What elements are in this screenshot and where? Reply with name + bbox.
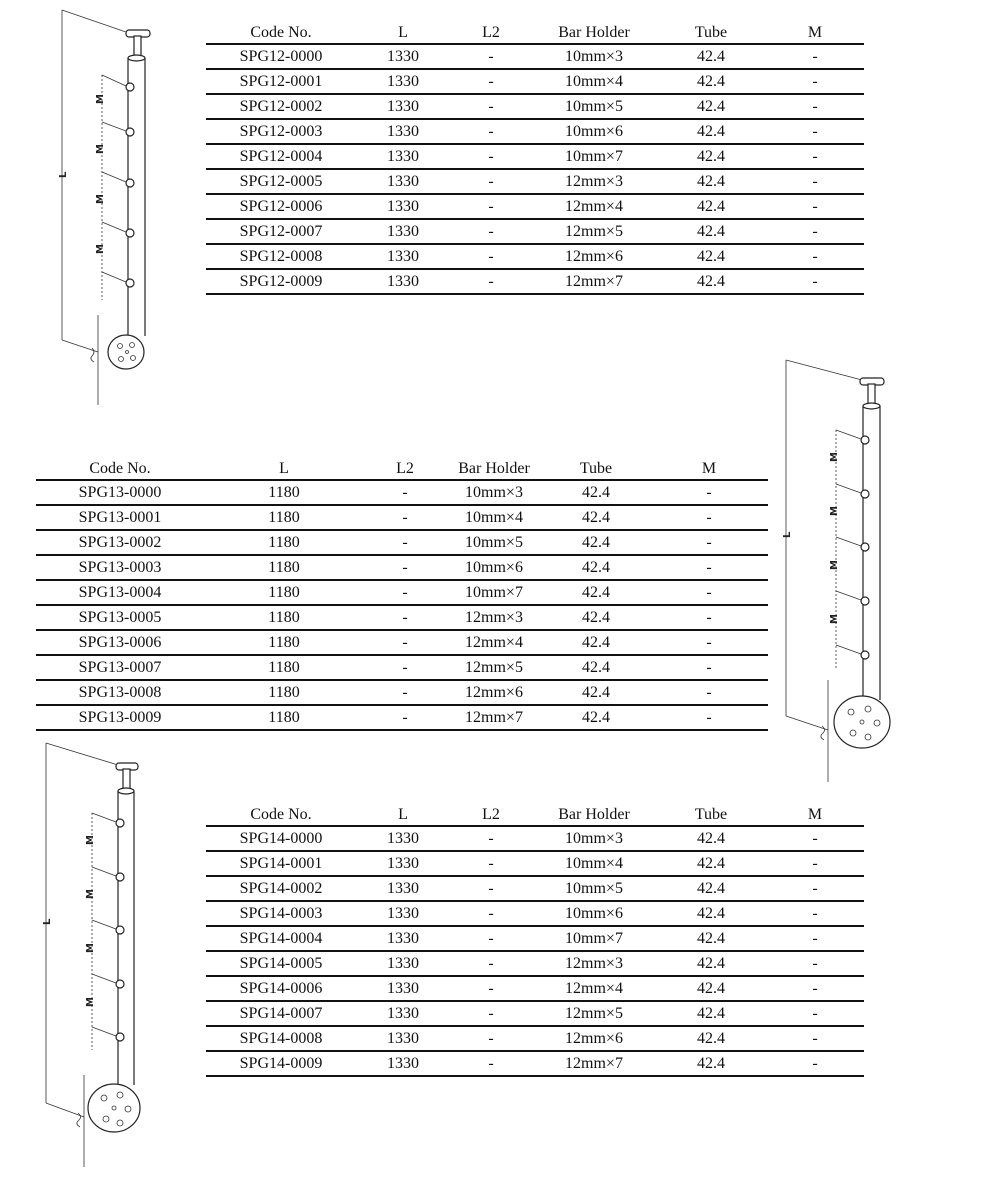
spec-table-spg13 — [36, 455, 768, 731]
table-cell: 10mm×4 — [446, 505, 542, 530]
table-cell: SPG14-0009 — [206, 1051, 356, 1076]
table-cell: 42.4 — [542, 705, 650, 730]
table-cell: 10mm×3 — [446, 480, 542, 505]
table-row — [206, 244, 864, 269]
table-row — [206, 1026, 864, 1051]
table-cell: 1330 — [356, 194, 450, 219]
table-cell: 42.4 — [656, 44, 766, 69]
table-cell: - — [450, 269, 532, 294]
spec-table-spg14 — [206, 801, 864, 1077]
table-cell: - — [364, 655, 446, 680]
post-drawing-spg12 — [0, 0, 200, 410]
spacing-label: M — [85, 889, 96, 899]
table-cell: - — [364, 530, 446, 555]
table-cell: 1180 — [204, 605, 364, 630]
table-cell: - — [650, 480, 768, 505]
table-cell: 1330 — [356, 244, 450, 269]
table-cell: - — [450, 926, 532, 951]
table-row — [206, 44, 864, 69]
table-section-spg14 — [206, 801, 864, 1077]
table-cell: SPG14-0000 — [206, 826, 356, 851]
table-cell: 42.4 — [656, 194, 766, 219]
post-drawing-spg14 — [0, 735, 200, 1175]
spacing-label: M — [85, 835, 96, 845]
table-cell: 12mm×4 — [532, 194, 656, 219]
table-cell: 12mm×6 — [446, 680, 542, 705]
table-cell: - — [766, 1051, 864, 1076]
table-row — [36, 680, 768, 705]
table-cell: - — [650, 505, 768, 530]
table-cell: - — [450, 144, 532, 169]
table-cell: 1180 — [204, 555, 364, 580]
column-header: L — [356, 19, 450, 44]
table-row — [206, 69, 864, 94]
spacing-label: M — [829, 614, 840, 624]
table-cell: 42.4 — [542, 480, 650, 505]
table-cell: 12mm×3 — [532, 951, 656, 976]
table-cell: SPG13-0005 — [36, 605, 204, 630]
table-cell: 1330 — [356, 44, 450, 69]
column-header: Code No. — [206, 801, 356, 826]
table-cell: - — [650, 705, 768, 730]
table-cell: 42.4 — [656, 1001, 766, 1026]
table-cell: 10mm×5 — [532, 876, 656, 901]
table-row — [206, 876, 864, 901]
column-header: L — [204, 455, 364, 480]
table-cell: SPG13-0000 — [36, 480, 204, 505]
table-cell: - — [766, 926, 864, 951]
table-cell: - — [450, 1001, 532, 1026]
table-cell: - — [766, 876, 864, 901]
table-cell: 42.4 — [656, 269, 766, 294]
table-cell: - — [650, 655, 768, 680]
table-cell: - — [650, 680, 768, 705]
spacing-label: M — [95, 194, 106, 204]
table-cell: - — [450, 1026, 532, 1051]
table-cell: 12mm×6 — [532, 1026, 656, 1051]
table-cell: - — [450, 219, 532, 244]
table-cell: 12mm×7 — [532, 269, 656, 294]
table-cell: 12mm×5 — [532, 219, 656, 244]
table-cell: 1330 — [356, 876, 450, 901]
table-cell: - — [450, 94, 532, 119]
table-cell: - — [766, 144, 864, 169]
table-cell: SPG14-0002 — [206, 876, 356, 901]
table-row — [206, 119, 864, 144]
table-cell: - — [364, 705, 446, 730]
table-cell: 42.4 — [656, 826, 766, 851]
table-cell: SPG13-0004 — [36, 580, 204, 605]
table-cell: 1330 — [356, 1026, 450, 1051]
table-cell: - — [650, 630, 768, 655]
table-cell: 10mm×3 — [532, 826, 656, 851]
table-row — [206, 94, 864, 119]
table-cell: 42.4 — [656, 119, 766, 144]
table-cell: 1330 — [356, 94, 450, 119]
table-row — [36, 555, 768, 580]
table-cell: 42.4 — [656, 144, 766, 169]
table-cell: SPG12-0006 — [206, 194, 356, 219]
table-cell: 1330 — [356, 169, 450, 194]
table-cell: 1330 — [356, 826, 450, 851]
table-cell: 10mm×4 — [532, 851, 656, 876]
table-row — [206, 901, 864, 926]
table-cell: 42.4 — [656, 851, 766, 876]
table-cell: SPG12-0001 — [206, 69, 356, 94]
header-row — [36, 455, 768, 480]
table-cell: SPG13-0007 — [36, 655, 204, 680]
table-cell: - — [766, 976, 864, 1001]
table-cell: - — [766, 851, 864, 876]
table-cell: - — [766, 169, 864, 194]
table-row — [206, 826, 864, 851]
table-cell: - — [450, 951, 532, 976]
spacing-label: M — [829, 452, 840, 462]
column-header: M — [766, 801, 864, 826]
table-cell: - — [450, 876, 532, 901]
table-cell: 10mm×6 — [532, 119, 656, 144]
table-row — [36, 480, 768, 505]
table-cell: 10mm×7 — [532, 144, 656, 169]
table-cell: 10mm×4 — [532, 69, 656, 94]
table-cell: - — [766, 901, 864, 926]
table-cell: - — [364, 630, 446, 655]
table-cell: SPG12-0000 — [206, 44, 356, 69]
table-cell: - — [766, 244, 864, 269]
column-header: Bar Holder — [446, 455, 542, 480]
table-cell: - — [364, 605, 446, 630]
table-cell: 42.4 — [542, 580, 650, 605]
column-header: M — [766, 19, 864, 44]
table-cell: SPG13-0006 — [36, 630, 204, 655]
table-cell: 1180 — [204, 480, 364, 505]
table-row — [206, 194, 864, 219]
table-cell: - — [450, 244, 532, 269]
table-cell: 10mm×7 — [532, 926, 656, 951]
table-cell: 1330 — [356, 926, 450, 951]
table-cell: 1330 — [356, 269, 450, 294]
table-cell: - — [650, 530, 768, 555]
table-cell: SPG13-0002 — [36, 530, 204, 555]
table-cell: - — [364, 505, 446, 530]
table-cell: 1180 — [204, 580, 364, 605]
table-cell: 10mm×5 — [446, 530, 542, 555]
table-cell: - — [450, 44, 532, 69]
table-cell: 10mm×6 — [532, 901, 656, 926]
table-cell: 1180 — [204, 655, 364, 680]
table-cell: - — [766, 219, 864, 244]
table-cell: SPG14-0007 — [206, 1001, 356, 1026]
table-cell: SPG12-0004 — [206, 144, 356, 169]
table-cell: 42.4 — [656, 1026, 766, 1051]
table-cell: 42.4 — [656, 94, 766, 119]
column-header: Code No. — [36, 455, 204, 480]
table-row — [206, 1001, 864, 1026]
table-cell: SPG14-0004 — [206, 926, 356, 951]
column-header: Tube — [656, 801, 766, 826]
table-cell: - — [364, 555, 446, 580]
table-row — [206, 1051, 864, 1076]
table-cell: SPG14-0005 — [206, 951, 356, 976]
spacing-label: M — [85, 943, 96, 953]
table-cell: SPG13-0003 — [36, 555, 204, 580]
header-row — [206, 19, 864, 44]
table-cell: 1180 — [204, 505, 364, 530]
table-cell: - — [450, 169, 532, 194]
table-cell: - — [766, 94, 864, 119]
table-cell: - — [650, 580, 768, 605]
table-cell: SPG13-0009 — [36, 705, 204, 730]
table-cell: - — [450, 976, 532, 1001]
table-cell: - — [450, 1051, 532, 1076]
table-cell: 12mm×3 — [446, 605, 542, 630]
length-label: L — [782, 531, 793, 538]
table-cell: SPG13-0001 — [36, 505, 204, 530]
table-cell: 1330 — [356, 851, 450, 876]
table-cell: 42.4 — [542, 655, 650, 680]
table-cell: 1330 — [356, 951, 450, 976]
column-header: L2 — [450, 19, 532, 44]
table-cell: - — [766, 1026, 864, 1051]
table-cell: 12mm×6 — [532, 244, 656, 269]
table-cell: SPG12-0002 — [206, 94, 356, 119]
length-label: L — [42, 918, 53, 925]
table-cell: 1330 — [356, 1001, 450, 1026]
table-row — [36, 530, 768, 555]
post-drawing-spg13 — [760, 350, 1006, 790]
table-cell: 42.4 — [656, 876, 766, 901]
table-cell: 42.4 — [656, 1051, 766, 1076]
table-cell: 1180 — [204, 705, 364, 730]
table-cell: - — [450, 69, 532, 94]
table-cell: 42.4 — [542, 555, 650, 580]
table-cell: - — [766, 269, 864, 294]
table-cell: 12mm×7 — [532, 1051, 656, 1076]
table-cell: 1330 — [356, 144, 450, 169]
table-cell: 1330 — [356, 976, 450, 1001]
table-cell: - — [766, 119, 864, 144]
table-cell: - — [364, 580, 446, 605]
table-cell: 12mm×7 — [446, 705, 542, 730]
table-cell: 42.4 — [656, 69, 766, 94]
table-section-spg13 — [36, 455, 768, 731]
column-header: M — [650, 455, 768, 480]
table-cell: 42.4 — [656, 244, 766, 269]
table-row — [206, 169, 864, 194]
spacing-label: M — [95, 144, 106, 154]
table-cell: 1180 — [204, 530, 364, 555]
table-cell: SPG12-0003 — [206, 119, 356, 144]
table-cell: - — [650, 605, 768, 630]
table-row — [206, 976, 864, 1001]
table-row — [206, 269, 864, 294]
table-cell: 12mm×5 — [532, 1001, 656, 1026]
table-cell: - — [650, 555, 768, 580]
table-cell: 42.4 — [656, 219, 766, 244]
table-cell: - — [364, 480, 446, 505]
table-row — [206, 926, 864, 951]
column-header: Tube — [656, 19, 766, 44]
table-cell: 1330 — [356, 901, 450, 926]
table-cell: - — [450, 826, 532, 851]
table-cell: 42.4 — [656, 169, 766, 194]
table-cell: 1180 — [204, 630, 364, 655]
table-cell: - — [766, 69, 864, 94]
table-cell: 42.4 — [542, 605, 650, 630]
table-row — [206, 851, 864, 876]
table-cell: - — [766, 951, 864, 976]
spacing-label: M — [95, 94, 106, 104]
length-label: L — [58, 171, 69, 178]
table-row — [206, 144, 864, 169]
table-cell: 1330 — [356, 1051, 450, 1076]
table-row — [36, 505, 768, 530]
table-cell: 12mm×4 — [446, 630, 542, 655]
table-cell: SPG12-0008 — [206, 244, 356, 269]
table-cell: SPG14-0006 — [206, 976, 356, 1001]
column-header: Code No. — [206, 19, 356, 44]
spacing-label: M — [95, 244, 106, 254]
table-cell: SPG14-0001 — [206, 851, 356, 876]
table-cell: 12mm×5 — [446, 655, 542, 680]
table-cell: SPG12-0009 — [206, 269, 356, 294]
table-cell: 1180 — [204, 680, 364, 705]
table-cell: 42.4 — [656, 926, 766, 951]
table-cell: - — [766, 194, 864, 219]
spec-table-spg12 — [206, 19, 864, 295]
table-cell: 10mm×5 — [532, 94, 656, 119]
table-cell: - — [766, 44, 864, 69]
table-row — [206, 951, 864, 976]
spacing-label: M — [829, 506, 840, 516]
table-cell: 42.4 — [656, 951, 766, 976]
table-cell: 1330 — [356, 219, 450, 244]
table-cell: - — [450, 119, 532, 144]
table-cell: 42.4 — [542, 630, 650, 655]
table-cell: - — [450, 194, 532, 219]
table-cell: SPG14-0003 — [206, 901, 356, 926]
table-row — [36, 655, 768, 680]
table-cell: 42.4 — [542, 680, 650, 705]
table-row — [36, 605, 768, 630]
table-cell: 10mm×3 — [532, 44, 656, 69]
table-cell: 12mm×4 — [532, 976, 656, 1001]
table-cell: - — [364, 680, 446, 705]
column-header: Bar Holder — [532, 801, 656, 826]
table-cell: SPG14-0008 — [206, 1026, 356, 1051]
table-cell: 10mm×7 — [446, 580, 542, 605]
column-header: Bar Holder — [532, 19, 656, 44]
table-cell: - — [450, 851, 532, 876]
table-cell: - — [766, 826, 864, 851]
spacing-label: M — [85, 997, 96, 1007]
table-section-spg12 — [206, 19, 864, 295]
spacing-label: M — [829, 560, 840, 570]
column-header: L2 — [450, 801, 532, 826]
table-cell: SPG12-0005 — [206, 169, 356, 194]
column-header: L — [356, 801, 450, 826]
table-cell: 10mm×6 — [446, 555, 542, 580]
table-cell: 1330 — [356, 119, 450, 144]
table-cell: SPG13-0008 — [36, 680, 204, 705]
table-cell: 42.4 — [542, 505, 650, 530]
table-row — [36, 705, 768, 730]
table-cell: 42.4 — [656, 976, 766, 1001]
column-header: Tube — [542, 455, 650, 480]
table-row — [36, 630, 768, 655]
table-row — [206, 219, 864, 244]
table-cell: - — [450, 901, 532, 926]
column-header: L2 — [364, 455, 446, 480]
table-cell: 12mm×3 — [532, 169, 656, 194]
table-cell: 1330 — [356, 69, 450, 94]
table-cell: 42.4 — [542, 530, 650, 555]
header-row — [206, 801, 864, 826]
table-cell: 42.4 — [656, 901, 766, 926]
table-row — [36, 580, 768, 605]
table-cell: - — [766, 1001, 864, 1026]
table-cell: SPG12-0007 — [206, 219, 356, 244]
